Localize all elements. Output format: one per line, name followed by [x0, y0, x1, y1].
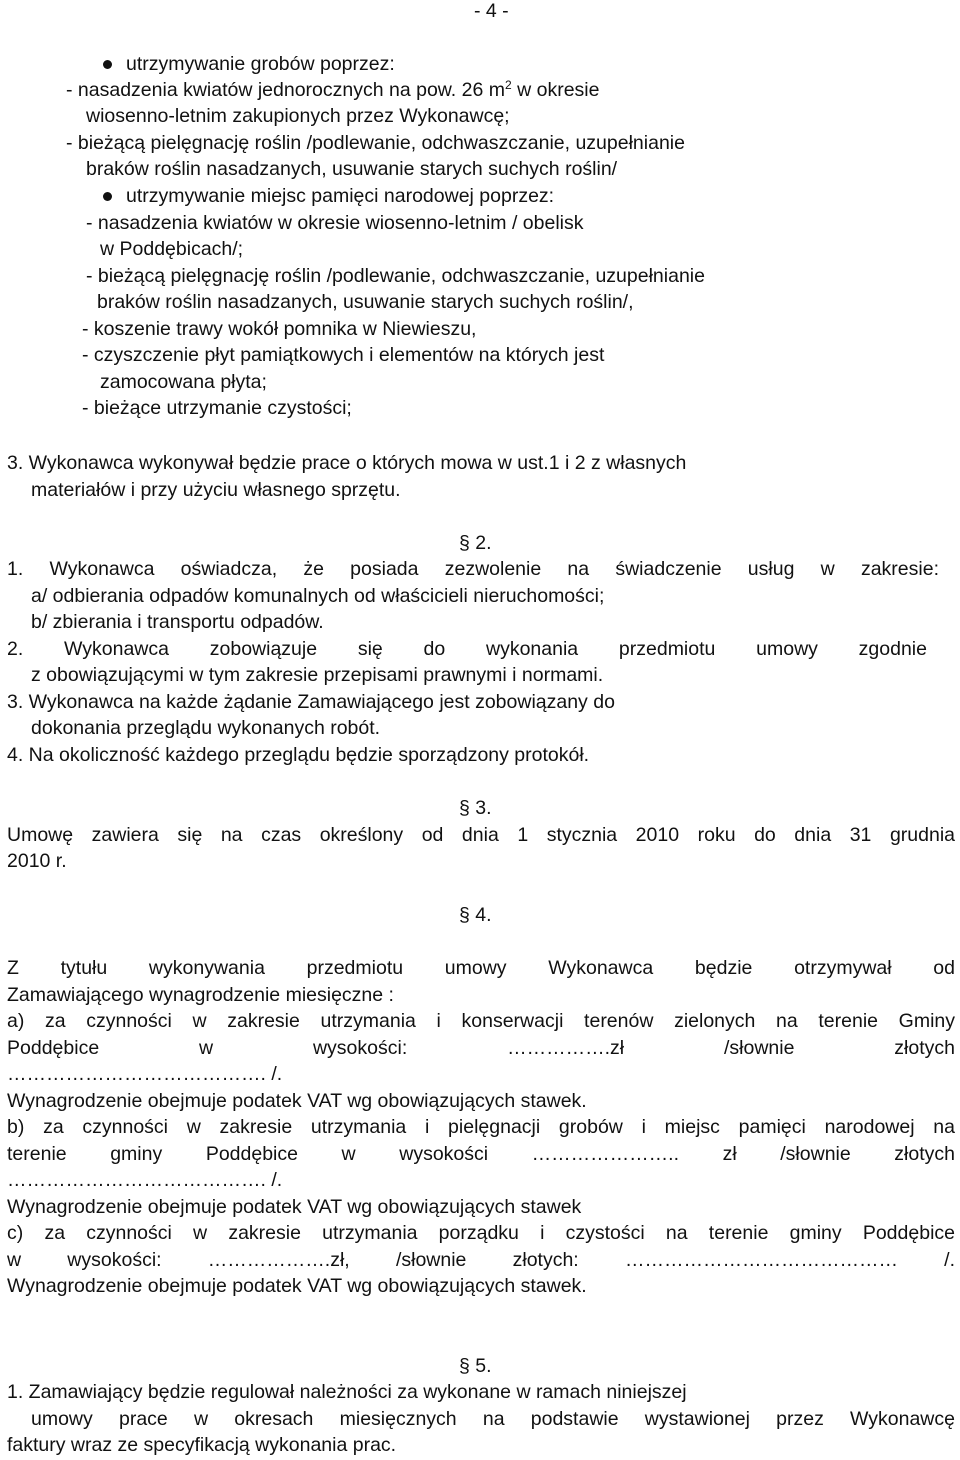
text-line: 2010 r.: [7, 850, 67, 872]
text-line: - bieżące utrzymanie czystości;: [82, 397, 352, 419]
text-line: b/ zbierania i transportu odpadów.: [31, 611, 324, 633]
text-line: braków roślin nasadzanych, usuwanie starych suchych roślin/,: [97, 291, 634, 313]
text-line: wiosenno-letnim zakupionych przez Wykonawcę;: [86, 105, 510, 127]
text-line: braków roślin nasadzanych, usuwanie starych suchych roślin/: [86, 158, 618, 180]
bullet-marker: [103, 192, 112, 201]
text-line: w Poddębicach/;: [100, 238, 244, 260]
section-heading: § 5.: [459, 1355, 492, 1377]
text-line: - koszenie trawy wokół pomnika w Niewieszu,: [82, 318, 477, 340]
text-line: zamocowana płyta;: [100, 371, 267, 393]
text-line: - czyszczenie płyt pamiątkowych i elementów na których jest: [82, 344, 605, 366]
text-line: terenie gminy Poddębice w wysokości ………………….. zł /słownie złotych: [7, 1143, 955, 1165]
text-line: 3. Wykonawca na każde żądanie Zamawiającego jest zobowiązany do: [7, 691, 615, 713]
text-line: a/ odbierania odpadów komunalnych od właścicieli nieruchomości;: [31, 585, 605, 607]
text-line: b) za czynności w zakresie utrzymania i pielęgnacji grobów i miejsc pamięci narodowej na: [7, 1116, 955, 1138]
text-line: materiałów i przy użyciu własnego sprzętu.: [31, 479, 401, 501]
bullet-item-graves: utrzymywanie grobów poprzez:: [126, 53, 395, 75]
text-line: 1. Wykonawca oświadcza, że posiada zezwolenie na świadczenie usług w zakresie:: [7, 558, 939, 580]
superscript: 2: [505, 78, 512, 92]
text-line: Wynagrodzenie obejmuje podatek VAT wg obowiązujących stawek.: [7, 1090, 587, 1112]
section-heading: § 4.: [459, 904, 492, 926]
text-line: …………………………………. /.: [7, 1063, 283, 1085]
text-line: 2. Wykonawca zobowiązuje się do wykonania przedmiotu umowy zgodnie: [7, 638, 927, 660]
text-line: a) za czynności w zakresie utrzymania i konserwacji terenów zielonych na terenie Gminy: [7, 1010, 955, 1032]
text-line: Zamawiającego wynagrodzenie miesięczne :: [7, 984, 394, 1006]
text-line: umowy prace w okresach miesięcznych na podstawie wystawionej przez Wykonawcę: [31, 1408, 955, 1430]
section-heading: § 2.: [459, 532, 492, 554]
bullet-item-memorials: utrzymywanie miejsc pamięci narodowej poprzez:: [126, 185, 555, 207]
text-line: Umowę zawiera się na czas określony od dnia 1 stycznia 2010 roku do dnia 31 grudnia: [7, 824, 955, 846]
text-line: Z tytułu wykonywania przedmiotu umowy Wykonawca będzie otrzymywał od: [7, 957, 955, 979]
page-number: - 4 -: [474, 0, 509, 22]
text-line: c) za czynności w zakresie utrzymania porządku i czystości na terenie gminy Poddębice: [7, 1222, 955, 1244]
text-line: - nasadzenia kwiatów w okresie wiosenno-letnim / obelisk: [86, 212, 584, 234]
section-heading: § 3.: [459, 797, 492, 819]
text-line: Poddębice w wysokości: …………….zł /słownie złotych: [7, 1037, 955, 1059]
text-line: 4. Na okoliczność każdego przeglądu będzie sporządzony protokół.: [7, 744, 590, 766]
text-line: w wysokości: ……………….zł, /słownie złotych: …………………………………… /.: [7, 1249, 955, 1271]
text-line: dokonania przeglądu wykonanych robót.: [31, 717, 381, 739]
text-line: - nasadzenia kwiatów jednorocznych na pow. 26 $m^2$ w okresie: [66, 78, 600, 101]
text-line: …………………………………. /.: [7, 1169, 283, 1191]
text-line: faktury wraz ze specyfikacją wykonania prac.: [7, 1434, 397, 1456]
text-line: 3. Wykonawca wykonywał będzie prace o których mowa w ust.1 i 2 z własnych: [7, 452, 687, 474]
text-line: - bieżącą pielęgnację roślin /podlewanie, odchwaszczanie, uzupełnianie: [66, 132, 685, 154]
text-line: - bieżącą pielęgnację roślin /podlewanie, odchwaszczanie, uzupełnianie: [86, 265, 705, 287]
text-line: Wynagrodzenie obejmuje podatek VAT wg obowiązujących stawek: [7, 1196, 582, 1218]
text-line: 1. Zamawiający będzie regulował należności za wykonane w ramach niniejszej: [7, 1381, 687, 1403]
bullet-marker: [103, 60, 112, 69]
text-line: z obowiązującymi w tym zakresie przepisami prawnymi i normami.: [31, 664, 604, 686]
text-line: Wynagrodzenie obejmuje podatek VAT wg obowiązujących stawek.: [7, 1275, 587, 1297]
